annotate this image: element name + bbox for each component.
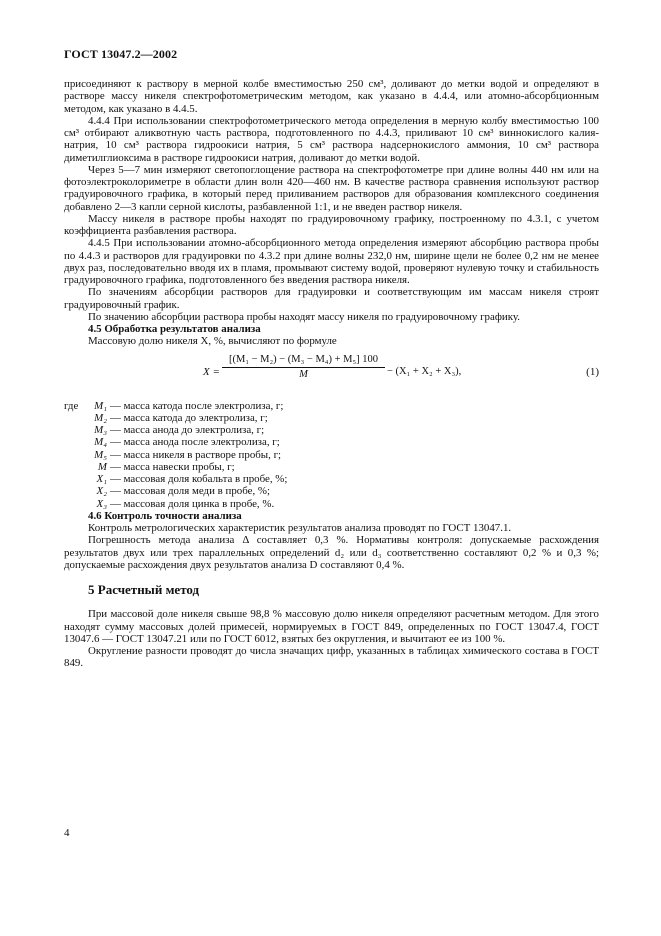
paragraph: По значениям абсорбции растворов для градуировки и соответствующим им массам никеля строят градуировочный график.	[64, 286, 599, 311]
paragraph: Погрешность метода анализа Δ составляет 0,3 %. Нормативы контроля: допускаемые расхождения результатов двух или трех параллельных определений d₂ или d₃ соответственно составляют 0,2 % и 0,3 %; допускаемые расхождения двух результатов анализа D составляют 0,4 %.	[64, 534, 599, 571]
document-header: ГОСТ 13047.2—2002	[64, 47, 178, 61]
definition-lead: где	[64, 399, 79, 412]
formula-fraction	[222, 354, 385, 382]
paragraph: По значению абсорбции раствора пробы находят массу никеля по градуировочному графику.	[88, 310, 520, 323]
paragraph: Массу никеля в растворе пробы находят по градуировочному графику, построенному по 4.3.1, с учетом коэффициента разбавления раствора.	[64, 212, 599, 237]
definition-text: — массовая доля цинка в пробе, %.	[110, 497, 275, 510]
definition-row	[64, 412, 599, 424]
document-body	[64, 78, 599, 670]
page-number: 4	[64, 827, 70, 839]
definition-symbol: M₅	[94, 448, 107, 461]
definition-row	[64, 424, 599, 436]
paragraph: Округление разности проводят до числа значащих цифр, указанных в таблицах химического состава в ГОСТ 849.	[64, 645, 599, 670]
definition-text: — массовая доля меди в пробе, %;	[110, 485, 270, 498]
paragraph: При массовой доле никеля свыше 98,8 % массовую долю никеля определяют расчетным методом. Для этого находят сумму массовых долей примесей, нормируемых в ГОСТ 849, определенных по ГОСТ 13047.4, ГОСТ 13047.6 — ГОСТ 13047.21 или по ГОСТ 6012, взятых без округления, и вычитают ее из 100 %.	[64, 608, 599, 645]
definition-row	[64, 449, 599, 461]
definition-symbol: M₄	[94, 436, 107, 449]
definition-symbol: X₃	[96, 497, 107, 510]
formula-numerator: [(M₁ − M₂) − (M₃ − M₄) + M₅] 100	[222, 354, 385, 368]
definition-row	[64, 473, 599, 485]
definition-text: — масса катода до электролиза, г;	[110, 411, 268, 424]
subsection-heading-4-5: 4.5 Обработка результатов анализа	[88, 323, 261, 335]
definition-text: — массовая доля кобальта в пробе, %;	[110, 473, 288, 485]
definition-row	[64, 436, 599, 448]
paragraph-4-4-5: 4.4.5 При использовании атомно-абсорбционного метода определения измеряют абсорбцию раствора пробы по 4.4.3 и растворов для градуировки по 4.3.2 при длине волны 232,0 нм, ширине щели не более 0,2 нм не менее двух раз, последовательно вводя их в пламя, промывают систему водой, проверяют нулевую точку и стабильность градуировочного графика, подготовленного без введения раствора никеля.	[64, 237, 599, 286]
paragraph-4-4-4: 4.4.4 При использовании спектрофотометрического метода определения в мерную колбу вместимостью 100 см³ отбирают аликвотную часть раствора, подготовленного по 4.4.3, приливают 10 см³ виннокислого калия-натрия, 10 см³ раствора гидроокиси натрия, 5 см³ раствора надсернокислого аммония, 10 см³ раствора диметилглиоксима в растворе гидроокиси натрия, доливают до метки водой.	[64, 114, 599, 164]
definition-symbol: X₁	[96, 473, 107, 485]
definition-symbol: M₂	[94, 411, 107, 424]
definition-row	[64, 400, 599, 412]
formula-1	[64, 354, 599, 394]
definition-row	[64, 498, 599, 510]
variable-definitions	[64, 400, 599, 510]
paragraph: Контроль метрологических характеристик результатов анализа проводят по ГОСТ 13047.1.	[88, 522, 512, 534]
subsection-heading-4-6: 4.6 Контроль точности анализа	[88, 509, 242, 522]
definition-symbol: X₂	[96, 485, 107, 498]
equation-number: (1)	[586, 365, 599, 378]
paragraph: Массовую долю никеля X, %, вычисляют по формуле	[88, 335, 337, 348]
definition-symbol: M	[97, 460, 107, 473]
paragraph: присоединяют к раствору в мерной колбе вместимостью 250 см³, доливают до метки водой и определяют в растворе массу никеля спектрофотометрическим методом, как указано в 4.4.4, или атомно-абсорбционным методом, как указано в 4.4.5.	[64, 78, 599, 115]
formula-denominator: M	[299, 368, 308, 380]
section-heading-5: 5 Расчетный метод	[88, 582, 200, 597]
definition-text: — масса навески пробы, г;	[110, 460, 235, 473]
definition-text: — масса анода до электролиза, г;	[110, 424, 265, 436]
paragraph: Через 5—7 мин измеряют светопоглощение раствора на спектрофотометре при длине волны 440 нм или на фотоэлектроколориметре в области длин волн 420—460 нм. В качестве раствора сравнения используют раствор градуировочного графика, в который перед приливанием растворов для образования комплексного соединения добавлено 2—3 капли серной кислоты, разбавленной 1:1, и не введен раствор никеля.	[64, 163, 599, 213]
formula-tail: − (X₁ + X₂ + X₃),	[387, 365, 462, 377]
definition-row	[64, 485, 599, 497]
definition-text: — масса анода после электролиза, г;	[110, 436, 280, 449]
definition-text: — масса никеля в растворе пробы, г;	[110, 448, 282, 461]
formula-lhs: X =	[203, 365, 220, 378]
definition-row	[64, 461, 599, 473]
definition-text: — масса катода после электролиза, г;	[110, 399, 284, 412]
definition-symbol: M₁	[94, 399, 107, 412]
definition-symbol: M₃	[94, 424, 107, 436]
